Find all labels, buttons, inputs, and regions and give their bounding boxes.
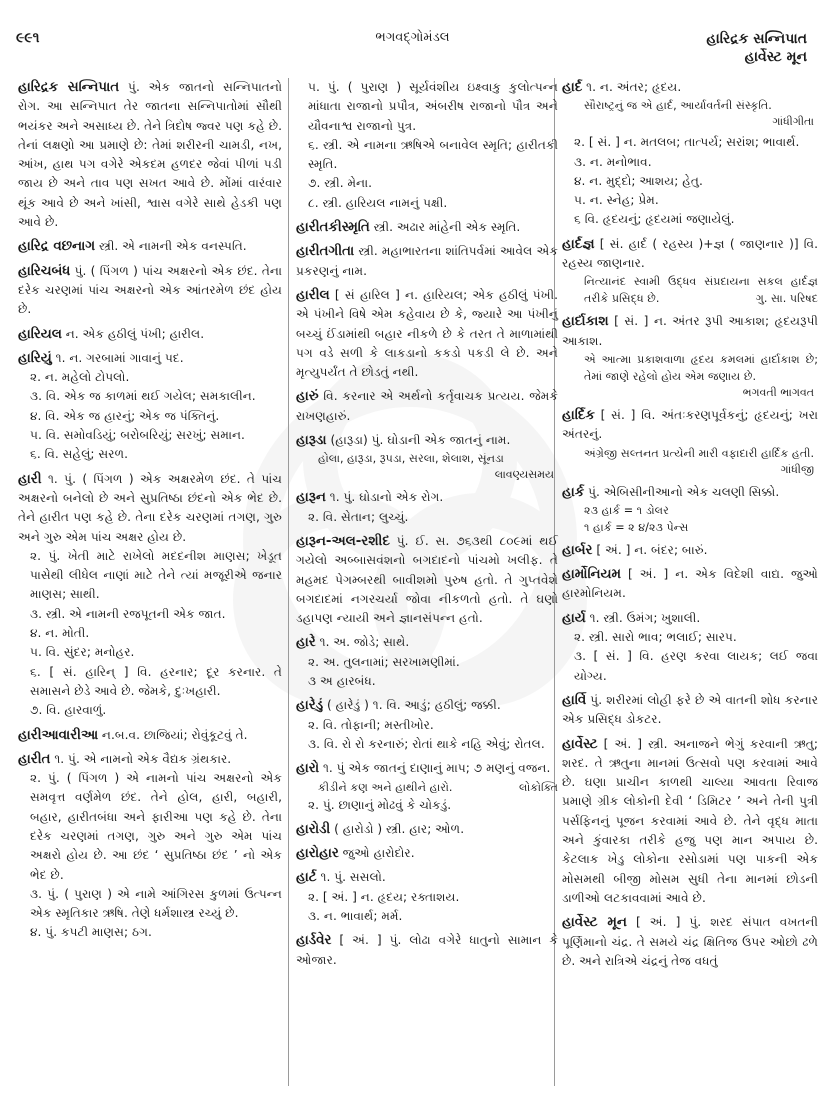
dictionary-entry	[296, 696, 558, 754]
entry-definition	[18, 237, 282, 256]
headword: હારી	[18, 471, 42, 487]
column-3	[562, 78, 818, 976]
entry-definition	[296, 931, 558, 970]
entry-definition	[18, 470, 282, 547]
headword: હારૂન	[296, 490, 326, 506]
dictionary-entry	[562, 312, 818, 401]
dictionary-entry	[562, 565, 818, 604]
entry-definition	[18, 78, 282, 232]
sub-sense: ૫. પું. ( પુરાણ ) સૂર્યવંશીય ઇક્ષ્વાકુ કુલોત્પન્ન માંધાતા રાજાનો પ્રપૌત્ર, અંબરીષ રાજાનો પૌત્ર અને યૌવનાશ્વ રાજાનો પુત્ર.	[308, 80, 558, 133]
sub-sense: ૭. વિ. હારવાળું.	[30, 703, 107, 718]
headword: હારિયલ	[18, 326, 62, 342]
definition-text: ૧. ન. ગરબામાં ગાવાનું પદ.	[55, 350, 184, 365]
sub-sense: ૪. પું. કપટી માણસ; ઠગ.	[30, 925, 152, 940]
dictionary-entry	[18, 726, 282, 745]
entry-definition	[296, 820, 558, 839]
entry-definition	[18, 262, 282, 320]
sub-sense: ૩. પું. ( પુરાણ ) એ નામે આંગિરસ કુળમાં ઉત્પન્ન એક સ્મૃતિકાર ઋષિ. તેણે ધર્મશાસ્ત્ર રચ્યું છે.	[30, 886, 282, 921]
dictionary-entry	[296, 242, 558, 281]
quote-source: ગાંધીગીતા	[772, 115, 814, 129]
quote-source: લાવણ્યસમય	[494, 468, 554, 482]
example-quote	[562, 351, 818, 385]
entry-definition	[562, 406, 818, 445]
definition-text: જુઓ હારોદોર.	[342, 846, 415, 861]
headword: હાર્દ	[562, 80, 583, 95]
definition-text: ૧. પું એક જાતનું દાણાનું માપ; ૭ મણનું વજન.	[322, 761, 551, 776]
headword: હારે	[296, 635, 316, 651]
headword: હારેડું	[296, 698, 324, 714]
dictionary-entry	[18, 470, 282, 721]
definition-text: પું. શરીરમાં લોહી ફરે છે એ વાતની શોધ કરનાર એક પ્રસિદ્ધ ડોકટર.	[562, 692, 819, 727]
sub-sense: ૫. ન. સ્નેહ; પ્રેમ.	[574, 193, 659, 208]
definition-text: ૧. પું. ઘોડાનો એક રોગ.	[329, 490, 444, 505]
definition-text: પું. ( પિંગળ ) પાંચ અક્ષરનો એક છંદ. તેના દરેક ચરણમાં પાંચ અક્ષરનો એક આંતરમેળ છંદ હોય છે.	[18, 263, 282, 317]
sub-sense: ૨. પું. ( પિંગળ ) એ નામનો પાંચ અક્ષરનો એક સમવૃત્ત વર્ણમેળ છંદ. તેને હોલ, હારી, બહારી, બહાર, હારીતબંધા અને ફારીઆ પણ કહે છે. તેના દરેક ચરણમાં તગણ, ગુરુ અને ગુરુ એમ પાંચ અક્ષરો હોય છે. આ છંદ ‘ સુપ્રતિષ્ઠા છંદ ’ નો એક ભેદ છે.	[30, 771, 282, 882]
sub-sense: ૩. ન. ભાવાર્થ; મર્મ.	[308, 908, 403, 923]
entry-definition	[562, 565, 818, 604]
dictionary-entry	[562, 78, 818, 230]
entry-definition	[562, 483, 818, 502]
entry-definition	[562, 78, 818, 97]
entry-definition	[18, 726, 282, 745]
entry-definition	[562, 691, 818, 730]
dictionary-entry	[296, 218, 558, 237]
headword: હાર્વિ	[562, 692, 587, 708]
entry-definition	[296, 532, 558, 628]
definition-text: ૧. ન. અંતર; હૃદય.	[586, 80, 682, 94]
equivalence-line: ૨૩ હાર્ક = ૧ ડોલર	[584, 503, 669, 517]
entry-definition	[296, 844, 558, 863]
entry-definition	[18, 325, 282, 344]
column-divider	[288, 78, 289, 1086]
dictionary-entry	[562, 483, 818, 536]
sub-sense: ૮. સ્ત્રી. હારિયલ નામનું પક્ષી.	[308, 195, 448, 210]
headword: હાર્ક	[562, 484, 585, 500]
quote-source: ગુ. સા. પરિષદ	[755, 292, 818, 306]
entry-definition	[296, 218, 558, 237]
sub-sense: ૩. સ્ત્રી. એ નામની રજપૂતની એક જાત.	[30, 606, 226, 621]
quote-text: એ આત્મા પ્રકાશવાળા હૃદય કમલમાં હાર્દાકાશ છે; તેમાં જાણે રહેલો હોય એમ જણાય છે.	[584, 352, 818, 383]
definition-text: પું. ઈ. સ. ૭૬૩થી ૮૦૯માં થઈ ગયેલો અબ્બાસવંશનો બગદાદનો પાંચમો ખલીફ. તે મહમદ પેગમ્બરથી બાવીશમો પુરુષ હતો. તે ગુપ્તવેશે બગદાદમાં નગરચર્યા જોવા નીકળતો હતો. તે ઘણો ડહાપણ ન્યાયી અને જ્ઞાનસંપન્ન હતો.	[296, 533, 559, 626]
headword: હાર્વેસ્ટ	[562, 736, 598, 752]
dictionary-entry	[296, 868, 558, 926]
sub-sense: ૩. વિ. એક જ કાળમાં થઈ ગયેલ; સમકાલીન.	[30, 389, 256, 404]
definition-text: પું. એબિસીનીઆનો એક ચલણી સિક્કો.	[588, 484, 780, 499]
definition-text: પું. એક જાતનો સન્નિપાતનો રોગ. આ સન્નિપાત તેર જાતના સન્નિપાતોમાં સૌથી ભયંકર અને અસાધ્ય છે. તેને ત્રિદોષ જ્વર પણ કહે છે. તેનાં લક્ષણો આ પ્રમાણે છે: તેમાં શરીરની ચામડી, નખ, આંખ, હાથ પગ વગેરે એકદમ હળદર જેવાં પીળાં પડી જાય છે અને તાવ પણ સખત આવે છે. મોંમાં વારંવાર થૂંક આવે છે અને ખાંસી, શ્વાસ વગેરે સાથે હેડકી પણ આવે છે.	[18, 80, 283, 230]
definition-text: ( હારેડું ) ૧. વિ. આડું; હઠીલું; જક્કી.	[326, 698, 501, 713]
entry-definition	[296, 387, 558, 426]
definition-text: [ અં. ] પું. લોઢા વગેરે ધાતુનો સામાન કે ઓજાર.	[296, 933, 559, 967]
equivalence-line: ૧ હાર્ક = ૨ ૪/૨૩ પેન્સ	[584, 520, 689, 534]
dictionary-entry	[296, 286, 558, 382]
dictionary-entry	[296, 532, 558, 628]
sub-sense: ૨. અ. તુલનામાં; સરખામણીમાં.	[308, 654, 460, 669]
definition-text: સ્ત્રી. એ નામની એક વનસ્પતિ.	[98, 239, 247, 254]
sub-sense: ૨. [ અં. ] ન. હૃદય; રક્તાશય.	[308, 889, 460, 904]
entry-definition	[562, 609, 818, 628]
dictionary-entry	[296, 844, 558, 863]
dictionary-entry	[562, 235, 818, 308]
definition-text: વિ. કરનાર એ અર્થનો કર્તૃવાચક પ્રત્યય. જેમકે રાખણહારું.	[296, 389, 559, 423]
definition-text: ૧. સ્ત્રી. ઉમંગ; ખુશાલી.	[589, 610, 701, 625]
headword: હારીતકીસ્મૃતિ	[296, 220, 370, 236]
sub-sense: ૨. વિ. સેતાન; લુચ્ચું.	[308, 509, 409, 524]
sub-sense: ૭. સ્ત્રી. મેના.	[308, 176, 373, 191]
guide-word-last: હાર્વેસ્ટ મૂન	[744, 49, 807, 65]
headword: હારિયું	[18, 350, 52, 366]
dictionary-entry	[18, 349, 282, 465]
dictionary-entry	[296, 759, 558, 815]
dictionary-entry	[296, 78, 558, 213]
example-quote	[562, 97, 818, 114]
headword: હાર્મોનિયમ	[562, 567, 621, 583]
definition-text: ન. એક હઠીલું પંખી; હારીલ.	[65, 326, 205, 341]
entry-definition	[296, 759, 558, 778]
quote-text: અંગ્રેજી સલ્તનત પ્રત્યેની મારી વફાદારી હાર્દિક હતી.	[584, 446, 815, 460]
quote-source: ગાંધીજી	[780, 462, 814, 476]
definition-text: [ સં. ] ન. અંતર રૂપી આકાશ; હૃદયરૂપી આકાશ.	[562, 314, 818, 348]
dictionary-entry	[562, 541, 818, 560]
definition-text: સ્ત્રી. મહાભારતના શાંતિપર્વમાં આવેલ એક પ્રકરણનું નામ.	[296, 244, 558, 278]
entry-definition	[562, 312, 818, 351]
dictionary-entry	[296, 931, 558, 970]
dictionary-entry	[562, 691, 818, 730]
dictionary-entry	[296, 387, 558, 426]
sub-sense: ૨. પું. ખેતી માટે રાખેલો મદદનીશ માણસ; ખેડૂત પાસેથી લીધેલ નાણાં માટે તેને ત્યાં મજૂરીએ જનાર માણસ; સાથી.	[30, 548, 282, 602]
page-header	[0, 28, 825, 68]
definition-text: ૧. પું. ( પિંગળ ) એક અક્ષરમેળ છંદ. તે પાંચ અક્ષરનો બનેલો છે અને સુપ્રતિષ્ઠા છંદનો એક ભેદ છે. તેને હારીત પણ કહે છે. તેના દરેક ચરણમાં તગણ, ગુરુ અને ગુરુ એમ પાંચ અક્ષર હોય છે.	[18, 471, 282, 544]
guide-words	[706, 30, 807, 66]
sub-sense: ૬ વિ. હૃદયનું; હૃદયમાં જણાયેલું.	[574, 212, 735, 227]
entry-definition	[296, 488, 558, 507]
sub-sense: ૪. ન. મોતી.	[30, 626, 90, 641]
sub-sense: ૨. સ્ત્રી. સારો ભાવ; ભલાઈ; સારપ.	[574, 630, 737, 645]
headword: હાર્દજ્ઞ	[562, 236, 595, 252]
definition-text: ૧. અ. જોડે; સાથે.	[319, 635, 410, 650]
entry-definition	[296, 431, 558, 450]
example-quote	[296, 450, 558, 467]
headword: હારૂન-અલ-રશીદ	[296, 533, 390, 549]
page-number: ૯૯૧	[16, 30, 40, 46]
guide-word-first: હારિદ્રક સન્નિપાત	[706, 31, 807, 47]
quote-text: કીડીને કણ અને હાથીને હારો.	[318, 780, 453, 794]
definition-text: સ્ત્રી. અઢાર માંહેની એક સ્મૃતિ.	[373, 220, 521, 235]
definition-text: [ અં. ] ન. બંદર; બારું.	[596, 542, 708, 557]
column-1	[18, 78, 282, 948]
example-quote	[562, 445, 818, 462]
sub-sense: ૨. [ સં. ] ન. મતલબ; તાત્પર્ય; સરાંશ; ભાવાર્થ.	[574, 135, 800, 150]
entry-definition	[296, 696, 558, 715]
sub-sense: ૨. ન. મહેલો ટોપલો.	[30, 370, 130, 385]
sub-sense: ૩. [ સં. ] વિ. હરણ કરવા લાયક; લઈ જવા યોગ્ય.	[574, 649, 818, 683]
entry-definition	[562, 541, 818, 560]
entry-definition	[296, 868, 558, 887]
headword: હાર્દાકાશ	[562, 314, 609, 330]
headword: હારો	[296, 761, 320, 777]
sub-sense: ૪. ન. મુદ્દો; આશય; હેતુ.	[574, 173, 703, 188]
headword: હાર્બર	[562, 542, 593, 558]
headword: હારીલ	[296, 287, 330, 303]
sub-sense: ૨. વિ. તોફાની; મસ્તીખોર.	[308, 717, 434, 732]
quote-text: હોલા, હારૂડા, રૂપડા, સરલા, શેલાશ, સૂંનડા	[318, 452, 504, 466]
entry-definition	[296, 286, 558, 382]
headword: હારૂડા	[296, 433, 327, 449]
headword: હાર્ડવેર	[296, 933, 332, 949]
quote-text: સૌરાષ્ટ્રનું જ એ હાર્દ, આર્યાવર્તની સંસ્કૃતિ.	[584, 99, 772, 113]
book-title: ભગવદ્ગોમંડલ	[375, 30, 450, 45]
sub-sense: ૬. સ્ત્રી. એ નામના ઋષિએ બનાવેલ સ્મૃતિ; હારીતકી સ્મૃતિ.	[308, 137, 558, 172]
entry-definition	[562, 735, 818, 909]
sub-sense: ૫. વિ. સમોવડિયું; બરોબરિયું; સરખું; સમાન.	[30, 428, 245, 443]
dictionary-entry	[18, 237, 282, 256]
sub-sense: ૩. વિ. રો રો કરનારું; રોતાં થાકે નહિ એવું; રોતલ.	[308, 736, 545, 751]
definition-text: [ અં. ] સ્ત્રી. અનાજને ભેગું કરવાની ઋતુ; શરદ. તે ઋતુના માનમાં ઉત્સવો પણ કરવામાં આવે છે. ઘણા પ્રાચીન કાળથી ચાલ્યા આવતા રિવાજ પ્રમાણે ગ્રીક લોકોની દેવી ‘ ડિમિટર ’ અને તેની પુત્રી પર્સફિનનું પૂજન કરવામાં આવે છે. તેને વૃદ્ધ માતા અને કુંવારકા તરીકે હજુ પણ માન અપાય છે. કેટલાક ખેડુ લોકોના રસોડામાં પણ પાકની એક મોસમથી બીજી મોસમ સુધી તેના માનમાં છોડની ડાળીઓ લટકાવવામાં આવે છે.	[562, 736, 818, 905]
dictionary-entry	[18, 262, 282, 320]
quote-source: ભગવતી ભાગવત	[742, 385, 814, 399]
entry-definition	[562, 913, 818, 971]
definition-text: ( હારોડો ) સ્ત્રી. હાર; ઓળ.	[334, 821, 465, 836]
definition-text: ૧. પું. એ નામનો એક વૈદ્યક ગ્રંથકાર.	[54, 751, 232, 766]
entry-definition	[296, 242, 558, 281]
headword: હાર્ય	[562, 610, 586, 626]
quote-source: લોકોક્તિ	[519, 780, 558, 794]
dictionary-entry	[296, 820, 558, 839]
headword: હારોહાર	[296, 846, 339, 862]
definition-text: [ અં. ] પું. શરદ સંપાત વખતની પૂર્ણિમાનો ચંદ્ર. તે સમયે ચંદ્ર ક્ષિતિજ ઉપર ઓછો ઢળે છે. અને રાત્રિએ ચંદ્રનું તેજ વધતું	[562, 915, 818, 968]
headword: હાર્દિક	[562, 407, 595, 423]
definition-text: [ સં હારિલ ] ન. હારિયલ; એક હઠીલું પંખી. એ પંખીને વિષે એમ કહેવાય છે કે, જ્યારે આ પંખીનું બચ્ચું ઈંડામાંથી બહાર નીકળે છે કે તરત તે માળામાંથી પગ વડે સળી કે લાકડાનો કકડો પકડી લે છે. અને મૃત્યુપર્યંત તે છોડતું નથી.	[296, 287, 559, 380]
dictionary-entry	[296, 633, 558, 691]
quote-text: નિત્યાનંદ સ્વામી ઉદ્ધવ સંપ્રદાયના સકલ હાર્દજ્ઞ તરીકે પ્રસિદ્ધ છે.	[584, 275, 818, 306]
headword: હારોડી	[296, 821, 331, 837]
headword: હારીત	[18, 751, 51, 767]
entry-definition	[18, 750, 282, 769]
dictionary-entry	[296, 431, 558, 483]
dictionary-entry	[296, 488, 558, 527]
entry-definition	[296, 633, 558, 652]
dictionary-entry	[18, 325, 282, 344]
definition-text: ૧. પું. સસલો.	[320, 870, 386, 885]
entry-definition	[18, 349, 282, 368]
columns-container	[12, 78, 819, 1119]
definition-text: [ અં. ] ન. એક વિદેશી વાદ્ય. જુઓ હારમોનિયમ.	[562, 567, 819, 601]
sub-sense: ૪. વિ. એક જ હારનું; એક જ પંક્તિનું.	[30, 408, 220, 423]
headword: હારું	[296, 389, 319, 405]
dictionary-entry	[562, 609, 818, 686]
definition-text: [ સં. ] વિ. અંતઃકરણપૂર્વકનું; હૃદયનું; ખરા અંતરનું.	[562, 407, 819, 442]
dictionary-entry	[562, 913, 818, 971]
example-quote	[296, 779, 558, 796]
headword: હારિદ્ર વછનાગ	[18, 239, 96, 255]
headword: હારીઆવારીઆ	[18, 727, 98, 743]
sub-sense: ૨. પું. છાણાનું મોઢવું કે ચોકડું.	[308, 797, 452, 812]
sub-sense: ૩ અ હારબંધ.	[308, 674, 376, 689]
sub-sense: ૬. [ સં. હારિન્ ] વિ. હરનાર; દૂર કરનાર. તે સમાસને છેડે આવે છે. જેમકે, દુઃખહારી.	[30, 664, 282, 698]
dictionary-entry	[18, 750, 282, 943]
dictionary-entry	[562, 406, 818, 478]
dictionary-entry	[562, 735, 818, 909]
sub-sense: ૫. વિ. સુંદર; મનોહર.	[30, 645, 135, 660]
sub-sense: ૬. વિ. સહેલું; સરળ.	[30, 447, 128, 462]
sub-sense: ૩. ન. મનોભાવ.	[574, 154, 652, 169]
headword: હાર્ટ	[296, 870, 317, 886]
headword: હારિદ્રક સન્નિપાત	[18, 80, 120, 95]
definition-text: [ સં. હાર્દ ( રહસ્ય )+જ્ઞ ( જાણનાર )] વિ. રહસ્ય જાણનાર.	[562, 236, 819, 271]
headword: હાર્વેસ્ટ મૂન	[562, 915, 627, 931]
headword: હારિચબંધ	[18, 263, 71, 279]
column-2	[296, 78, 558, 975]
definition-text: (હારૂડા) પું. ઘોડાની એક જાતનું નામ.	[330, 433, 511, 448]
headword: હારીતગીતા	[296, 244, 355, 260]
definition-text: ન.બ.વ. છાજિયાં; રોવુંકૂટવું તે.	[101, 727, 248, 742]
entry-definition	[562, 235, 818, 274]
dictionary-entry	[18, 78, 282, 232]
example-quote	[562, 273, 818, 307]
